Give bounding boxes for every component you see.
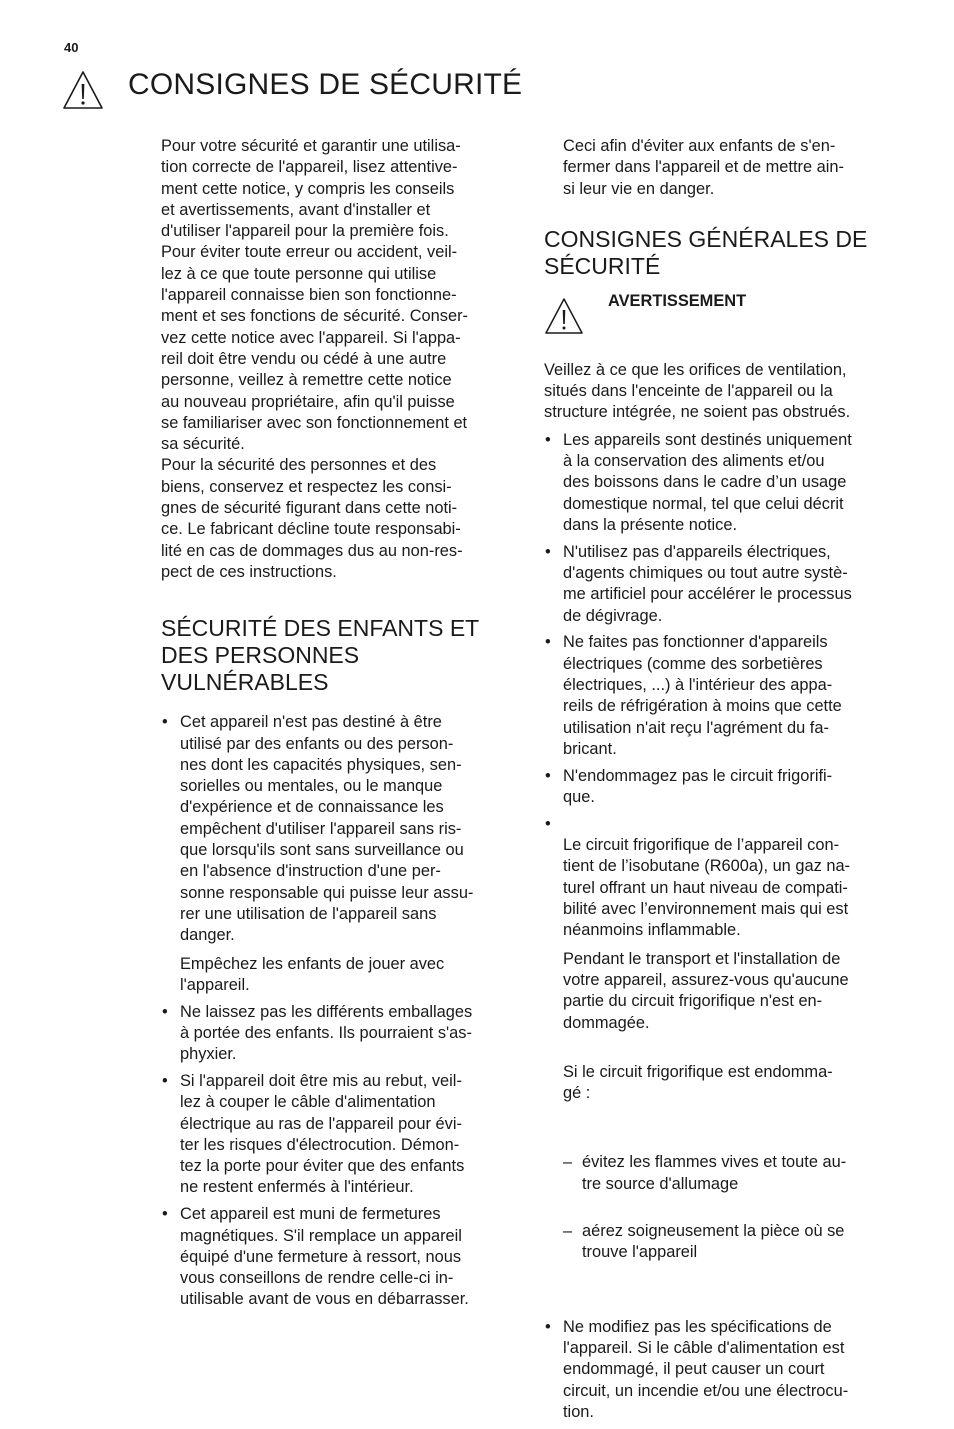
intro-paragraph: Pour votre sécurité et garantir une utilisa- tion correcte de l'appareil, lisez attentive- ment cette notice, y compris les conseils et avertissements, avant d'installer et d'utiliser l'appareil pour la première fois. Pour éviter toute erreur ou accident, veil- lez à ce que toute personne qui utilise l'appareil connaisse bien son fonctionne- ment et ses fonctions de sécurité. Conser- vez cette notice avec l'appareil. Si l'appa- reil doit être vendu ou cédé à une autre personne, veillez à remettre cette notice au nouveau propriétaire, afin qu'il puisse se familiariser avec son fonctionnement et sa sécurité.	[161, 137, 469, 454]
children-safety-list	[161, 712, 513, 1311]
section-heading-children-safety: SÉCURITÉ DES ENFANTS ET DES PERSONNES VULNÉRABLES	[161, 615, 480, 696]
continued-paragraph: Ceci afin d'éviter aux enfants de s'en- fermer dans l'appareil et de mettre ain- si leur vie en danger.	[563, 137, 844, 198]
list-item: • Ne faites pas fonctionner d'appareils électriques (comme des sorbetières électriques, ...) à l'intérieur des appa- reils de réfrigération à moins que cette utilisation n'ait reçu l'agrément du fa- bricant.	[544, 632, 898, 760]
list-item-text: Cet appareil n'est pas destiné à être utilisé par des enfants ou des person- nes dont les capacités physiques, sen- sorielles ou mentales, ou le manque d'expérience et de connaissance les empêchent d'utiliser l'appareil sans ris- que lorsqu'ils sont sans surveillance ou en l'absence d'instruction d'une per- sonne responsable qui puisse leur assu- rer une utilisation de l'appareil sans danger.	[180, 713, 474, 945]
list-item: • Si l'appareil doit être mis au rebut, veil- lez à couper le câble d'alimentation électrique au ras de l'appareil pour évi- ter les risques d'électrocution. Démon- tez la porte pour éviter que des enfants ne restent enfermés à l'intérieur.	[161, 1071, 513, 1199]
list-item-note: Si le circuit frigorifique est endomma- gé :	[563, 1063, 833, 1103]
page-number: 40	[64, 40, 79, 55]
list-item: • N'utilisez pas d'appareils électriques, d'agents chimiques ou tout autre systè- me artificiel pour accélérer le processus de dégivrage.	[544, 542, 898, 627]
left-column	[161, 136, 513, 1316]
list-item	[161, 712, 513, 996]
dash-item: – évitez les flammes vives et toute au- tre source d'allumage	[563, 1152, 898, 1195]
page-title: CONSIGNES DE SÉCURITÉ	[128, 68, 523, 101]
section-heading-general-safety: CONSIGNES GÉNÉRALES DE SÉCURITÉ	[544, 225, 868, 279]
right-column	[544, 136, 898, 1429]
warning-notice	[544, 291, 898, 335]
list-item: • Ne modifiez pas les spécifications de l'appareil. Si le câble d'alimentation est endommagé, il peut causer un court circuit, un incendie et/ou une électrocu- tion.	[544, 1317, 898, 1423]
intro-paragraph: Pour la sécurité des personnes et des biens, conservez et respectez les consi- gnes de sécurité figurant dans cette noti- ce. Le fabricant décline toute responsabi- lité en cas de dommages dus au non-res- pect de ces instructions.	[161, 456, 463, 581]
list-item-text: Le circuit frigorifique de l’appareil con- tient de l’isobutane (R600a), un gaz na- turel offrant un haut niveau de compati- bilité avec l’environnement mais qui est néanmoins inflammable.	[563, 836, 851, 940]
general-safety-list	[544, 430, 898, 1424]
dash-item: – aérez soigneusement la pièce où se trouve l'appareil	[563, 1221, 898, 1264]
list-item-note: Empêchez les enfants de jouer avec l'appareil.	[180, 954, 445, 994]
list-item: • Cet appareil est muni de fermetures magnétiques. S'il remplace un appareil équipé d'une fermeture à ressort, nous vous conseillons de rendre celle-ci in- utilisable avant de vous en débarrasser.	[161, 1204, 513, 1310]
list-item-note: Pendant le transport et l'installation de votre appareil, assurez-vous qu'aucune partie du circuit frigorifique n'est en- dommagée.	[563, 949, 849, 1032]
ventilation-paragraph: Veillez à ce que les orifices de ventilation, situés dans l'enceinte de l'appareil ou la structure intégrée, ne soient pas obstrués.	[544, 360, 851, 422]
warning-label: AVERTISSEMENT	[608, 291, 747, 310]
list-item: • Les appareils sont destinés uniquement à la conservation des aliments et/ou des boissons dans le cadre d’un usage domestique normal, tel que celui décrit dans la présente notice.	[544, 430, 898, 536]
list-item	[544, 814, 898, 1312]
dash-list	[563, 1131, 898, 1290]
list-item: • N'endommagez pas le circuit frigorifi- que.	[544, 766, 898, 809]
warning-triangle-icon	[544, 297, 584, 335]
list-item: • Ne laissez pas les différents emballages à portée des enfants. Ils pourraient s'as- phyxier.	[161, 1002, 513, 1066]
warning-triangle-icon	[62, 70, 104, 110]
